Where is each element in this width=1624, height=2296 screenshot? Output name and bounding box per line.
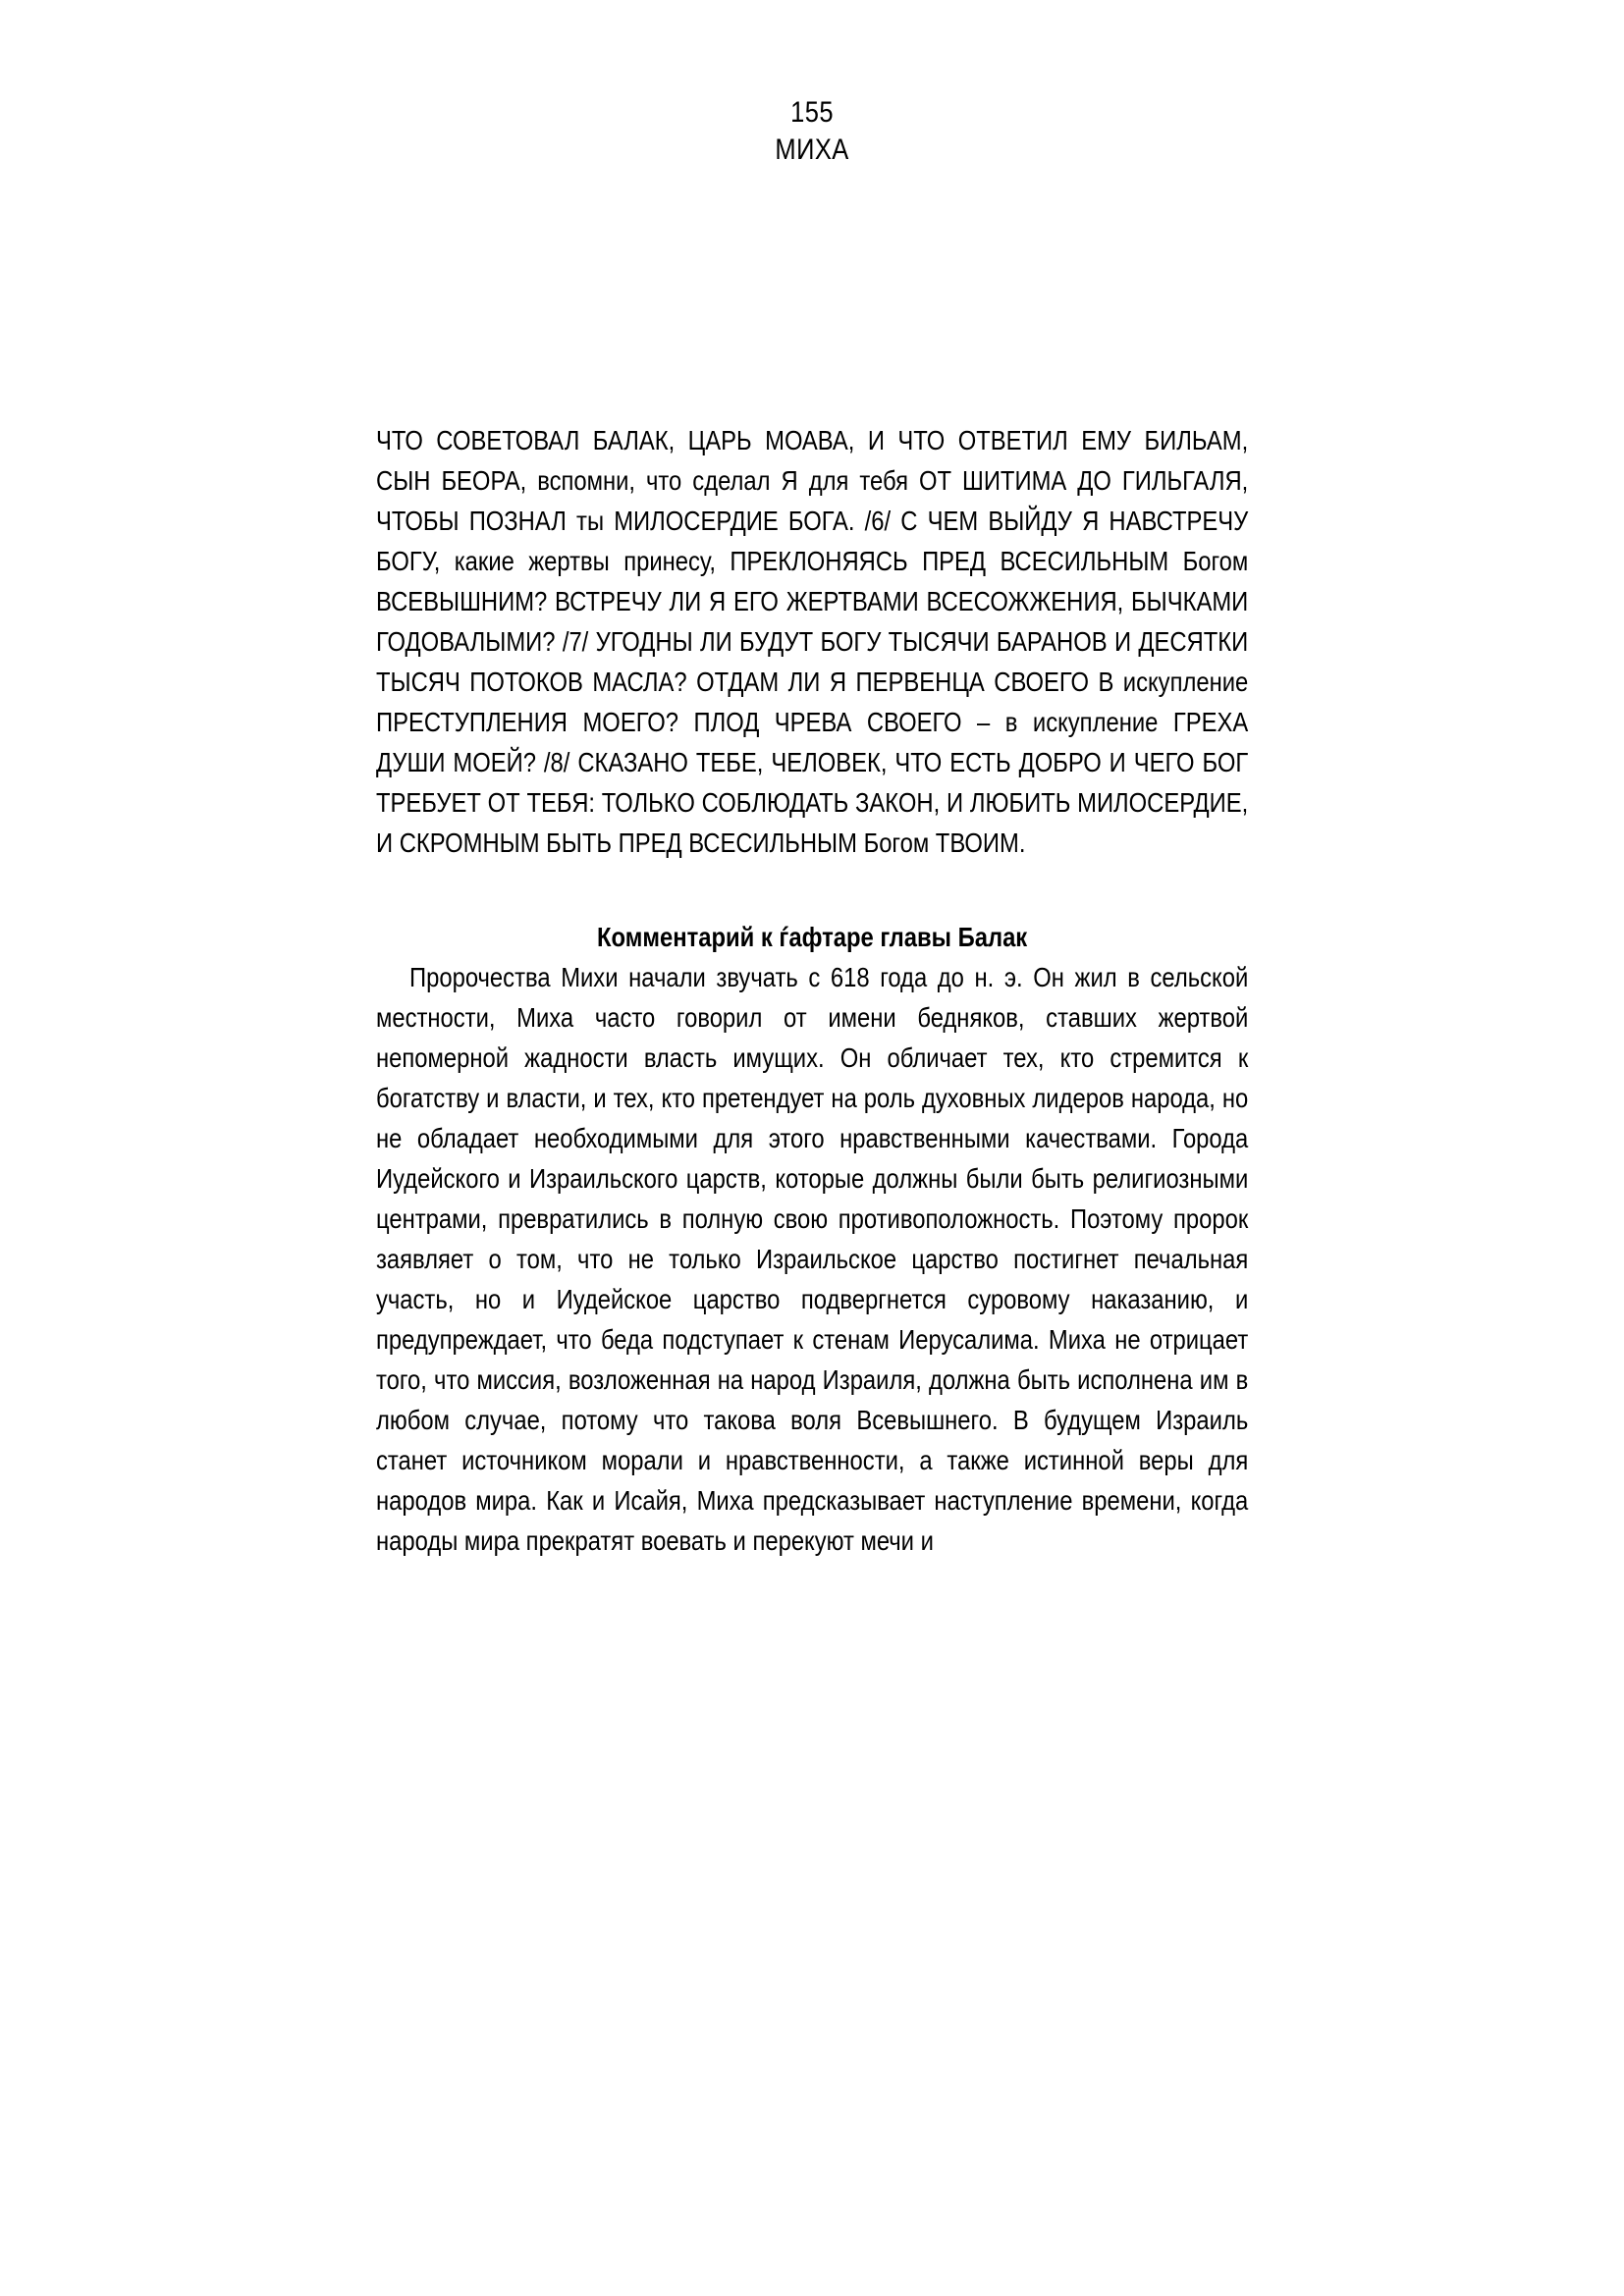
book-title: МИХА [775,133,849,166]
commentary-paragraph: Пророчества Михи начали звучать с 618 года до н. э. Он жил в сельской местности, Миха часто говорил от имени бедняков, ставших жертвой непомерной жадности власть имущих. Он обличает тех, кто стремится к богатству и власти, и тех, кто претендует на роль духовных лидеров народа, но не обладает необходимыми для этого нравственными качествами. Города Иудейского и Израильского царств, которые должны были быть религиозными центрами, превратились в полную свою противоположность. Поэтому пророк заявляет о том, что не только Израильское царство постигнет печальная участь, но и Иудейское царство подвергнется суровому наказанию, и предупреждает, что беда подступает к стенам Иерусалима. Миха не отрицает того, что миссия, возложенная на народ Израиля, должна быть исполнена им в любом случае, потому что такова воля Всевышнего. В будущем Израиль станет источником морали и нравственности, а также истинной веры для народов мира. Как и Исайя, Миха предсказывает наступление времени, когда народы мира прекратят воевать и перекуют мечи и [376,962,1249,1556]
page-header [0,94,1624,169]
scripture-paragraph: ЧТО СОВЕТОВАЛ БАЛАК, ЦАРЬ МОАВА, И ЧТО ОТВЕТИЛ ЕМУ БИЛЬАМ, СЫН БЕОРА, вспомни, что сделал Я для тебя ОТ ШИТИМА ДО ГИЛЬГАЛЯ, ЧТОБЫ ПОЗНАЛ ты МИЛОСЕРДИЕ БОГА. /6/ С ЧЕМ ВЫЙДУ Я НАВСТРЕЧУ БОГУ, какие жертвы принесу, ПРЕКЛОНЯЯСЬ ПРЕД ВСЕСИЛЬНЫМ Богом ВСЕВЫШНИМ? ВСТРЕЧУ ЛИ Я ЕГО ЖЕРТВАМИ ВСЕСОЖЖЕНИЯ, БЫЧКАМИ ГОДОВАЛЫМИ? /7/ УГОДНЫ ЛИ БУДУТ БОГУ ТЫСЯЧИ БАРАНОВ И ДЕСЯТКИ ТЫСЯЧ ПОТОКОВ МАСЛА? ОТДАМ ЛИ Я ПЕРВЕНЦА СВОЕГО В искупление ПРЕСТУПЛЕНИЯ МОЕГО? ПЛОД ЧРЕВА СВОЕГО – в искупление ГРЕХА ДУШИ МОЕЙ? /8/ СКАЗАНО ТЕБЕ, ЧЕЛОВЕК, ЧТО ЕСТЬ ДОБРО И ЧЕГО БОГ ТРЕБУЕТ ОТ ТЕБЯ: ТОЛЬКО СОБЛЮДАТЬ ЗАКОН, И ЛЮБИТЬ МИЛОСЕРДИЕ, И СКРОМНЫМ БЫТЬ ПРЕД ВСЕСИЛЬНЫМ Богом ТВОИМ. [376,425,1249,858]
text-column [376,420,1248,1561]
page-number: 155 [790,96,834,129]
commentary-heading: Комментарий к ѓафтаре главы Балак [597,922,1028,952]
